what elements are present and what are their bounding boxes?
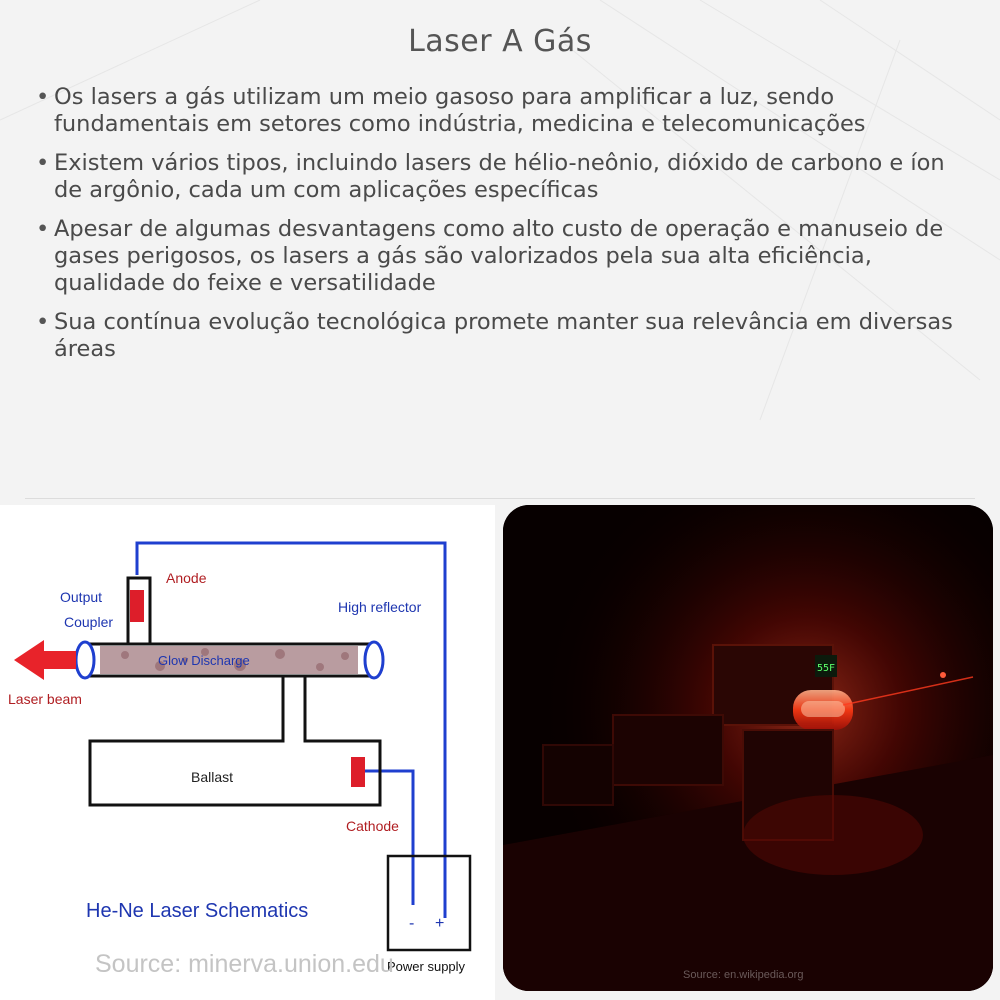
- photo-source: Source: en.wikipedia.org: [683, 969, 804, 981]
- optical-component: [543, 745, 613, 805]
- power-supply-label: Power supply: [387, 959, 466, 974]
- anode-electrode: [130, 590, 144, 622]
- plus-terminal-label: +: [435, 915, 445, 932]
- output-coupler-label: Output: [60, 589, 103, 605]
- high-reflector-label: High reflector: [338, 599, 422, 615]
- anode-label: Anode: [166, 570, 207, 586]
- laser-spot: [940, 672, 946, 678]
- laser-beam-label: Laser beam: [8, 691, 82, 707]
- table-reflection: [743, 795, 923, 875]
- optical-mount: [613, 715, 723, 785]
- cathode-electrode: [351, 757, 365, 787]
- bullet-item: • Existem vários tipos, incluindo lasers de hélio-neônio, dióxido de carbono e íon de argônio, cada um com aplicações específicas: [36, 150, 976, 204]
- high-reflector-mirror: [365, 642, 383, 678]
- bullet-item: • Apesar de algumas desvantagens como alto custo de operação e manuseio de gases perigosos, os lasers a gás são valorizados pela sua alta eficiência, qualidade do feixe e versatilidade: [36, 216, 976, 297]
- minus-terminal-label: -: [409, 915, 415, 932]
- schematic-background: [0, 505, 495, 1000]
- bullet-item: • Os lasers a gás utilizam um meio gasoso para amplificar a luz, sendo fundamentais em setores como indústria, medicina e telecomunicações: [36, 84, 976, 138]
- glow-discharge-label: Glow Discharge: [158, 653, 250, 668]
- display-readout: 55F: [817, 663, 836, 674]
- he-ne-schematic: [0, 505, 495, 1000]
- laser-photo: [503, 505, 993, 991]
- page-title: Laser A Gás: [408, 24, 592, 59]
- schematic-source: Source: minerva.union.edu: [95, 950, 394, 978]
- section-divider: [25, 498, 975, 499]
- ballast-label: Ballast: [191, 769, 234, 785]
- output-coupler-label: Coupler: [64, 614, 114, 630]
- output-coupler-mirror: [76, 642, 94, 678]
- schematic-title: He-Ne Laser Schematics: [86, 900, 309, 922]
- bullet-list: [36, 84, 976, 375]
- laser-photo-drawing: [503, 505, 993, 991]
- cathode-label: Cathode: [346, 818, 399, 834]
- bullet-item: • Sua contínua evolução tecnológica promete manter sua relevância em diversas áreas: [36, 309, 976, 363]
